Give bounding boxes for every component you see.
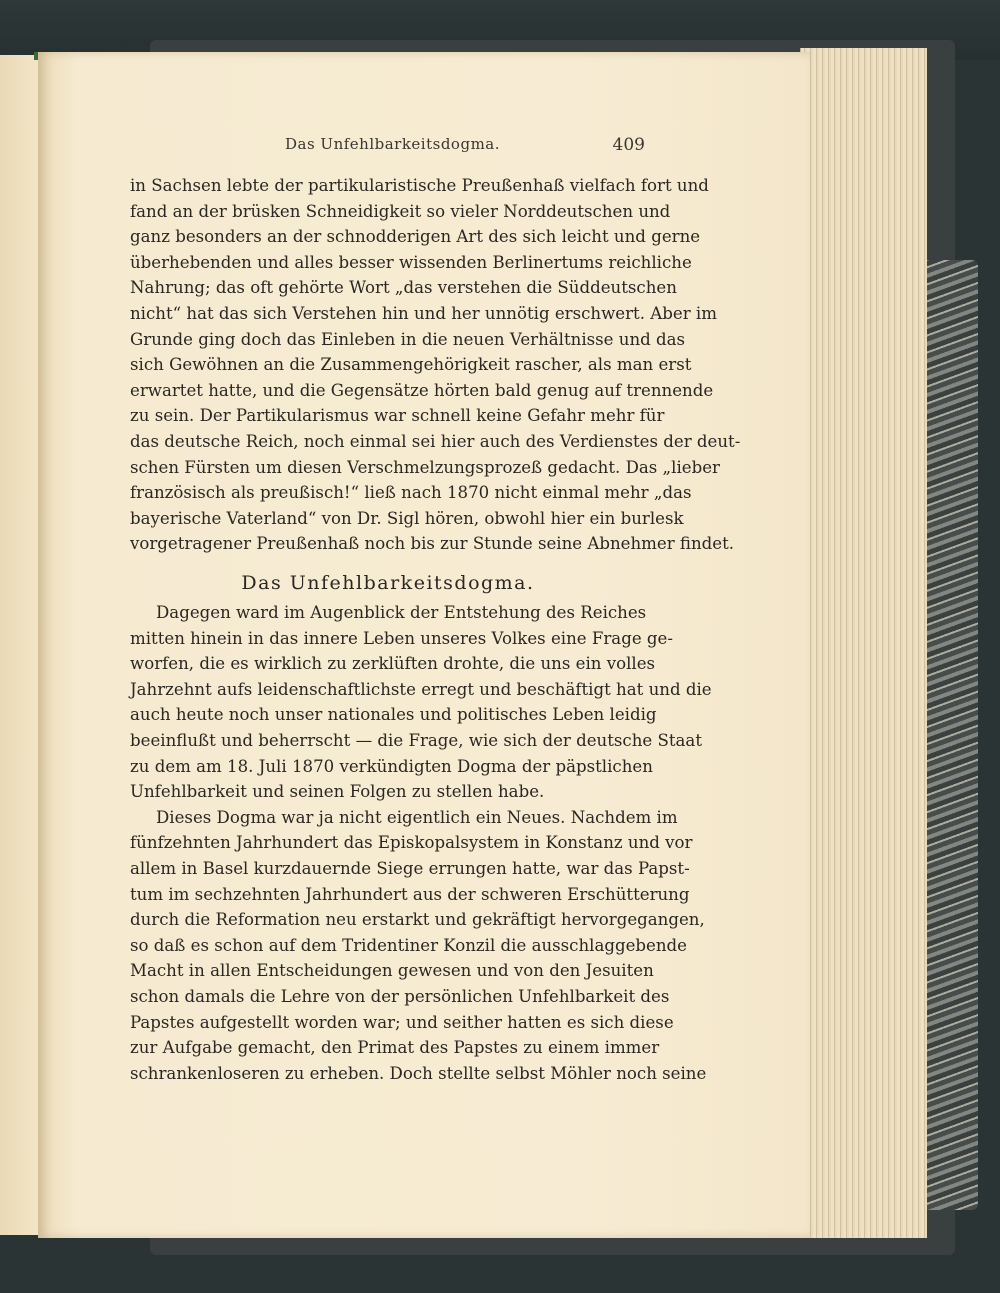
text-line: ganz besonders an der schnodderigen Art des sich leicht und gerne xyxy=(130,227,701,247)
text-line: Macht in allen Entscheidungen gewesen und von den Jesuiten xyxy=(130,961,654,981)
paragraph-2-3 xyxy=(130,600,712,1086)
text-line: mitten hinein in das innere Leben unseres Volkes eine Frage ge- xyxy=(130,628,673,648)
text-line: allem in Basel kurzdauernde Siege errungen hatte, war das Papst- xyxy=(130,858,690,878)
text-line: bayerische Vaterland“ von Dr. Sigl hören, obwohl hier ein burlesk xyxy=(130,508,684,528)
text-line: fand an der brüsken Schneidigkeit so vieler Norddeutschen und xyxy=(130,201,671,221)
text-line: das deutsche Reich, noch einmal sei hier auch des Verdienstes der deut- xyxy=(130,431,741,451)
text-line: schen Fürsten um diesen Verschmelzungsprozeß gedacht. Das „lieber xyxy=(130,457,720,477)
text-line: zur Aufgabe gemacht, den Primat des Papstes zu einem immer xyxy=(130,1038,660,1058)
text-line: vorgetragener Preußenhaß noch bis zur Stunde seine Abnehmer findet. xyxy=(130,534,735,554)
text-line: sich Gewöhnen an die Zusammengehörigkeit rascher, als man erst xyxy=(130,355,692,375)
text-line: Dieses Dogma war ja nicht eigentlich ein Neues. Nachdem im xyxy=(156,807,678,827)
text-line: fünfzehnten Jahrhundert das Episkopalsystem in Konstanz und vor xyxy=(130,833,693,853)
text-line: schon damals die Lehre von der persönlichen Unfehlbarkeit des xyxy=(130,986,670,1006)
page-stack-edges xyxy=(800,48,927,1238)
marbled-cover-edge xyxy=(918,260,978,1210)
text-line: Dagegen ward im Augenblick der Entstehung des Reiches xyxy=(156,603,647,622)
text-line: Papstes aufgestellt worden war; und seither hatten es sich diese xyxy=(130,1012,674,1032)
text-line: nicht“ hat das sich Verstehen hin und her unnötig erschwert. Aber im xyxy=(130,303,717,323)
text-line: Jahrzehnt aufs leidenschaftlichste erregt und beschäftigt hat und die xyxy=(130,679,712,699)
left-page-edge xyxy=(0,55,41,1235)
text-line: schrankenloseren zu erheben. Doch stellte selbst Möhler noch seine xyxy=(130,1063,707,1083)
text-line: zu dem am 18. Juli 1870 verkündigten Dogma der päpstlichen xyxy=(130,756,653,776)
text-line: worfen, die es wirklich zu zerklüften drohte, die uns ein volles xyxy=(130,654,656,674)
text-line: zu sein. Der Partikularismus war schnell keine Gefahr mehr für xyxy=(130,406,665,426)
text-line: beeinflußt und beherrscht — die Frage, wie sich der deutsche Staat xyxy=(130,730,702,750)
text-line: erwartet hatte, und die Gegensätze hörten bald genug auf trennende xyxy=(130,380,714,400)
text-line: Nahrung; das oft gehörte Wort „das verstehen die Süddeutschen xyxy=(130,278,677,298)
text-line: Unfehlbarkeit und seinen Folgen zu stellen habe. xyxy=(130,782,545,802)
page-header xyxy=(95,135,645,157)
text-line: tum im sechzehnten Jahrhundert aus der schweren Erschütterung xyxy=(130,884,690,904)
text-line: durch die Reformation neu erstarkt und gekräftigt hervorgegangen, xyxy=(130,910,705,930)
section-heading: Das Unfehlbarkeitsdogma. xyxy=(241,572,535,594)
text-line: so daß es schon auf dem Tridentiner Konzil die ausschlaggebende xyxy=(130,935,688,955)
text-line: überhebenden und alles besser wissenden Berlinertums reichliche xyxy=(130,252,692,272)
text-line: Grunde ging doch das Einleben in die neuen Verhältnisse und das xyxy=(130,329,686,349)
text-line: in Sachsen lebte der partikularistische Preußenhaß vielfach fort und xyxy=(130,176,709,195)
page-number: 409 xyxy=(612,135,645,155)
text-line: französisch als preußisch!“ ließ nach 1870 nicht einmal mehr „das xyxy=(130,483,692,503)
text-line: auch heute noch unser nationales und politisches Leben leidig xyxy=(130,705,657,725)
paragraph-1 xyxy=(130,173,741,557)
running-title: Das Unfehlbarkeitsdogma. xyxy=(285,135,500,153)
